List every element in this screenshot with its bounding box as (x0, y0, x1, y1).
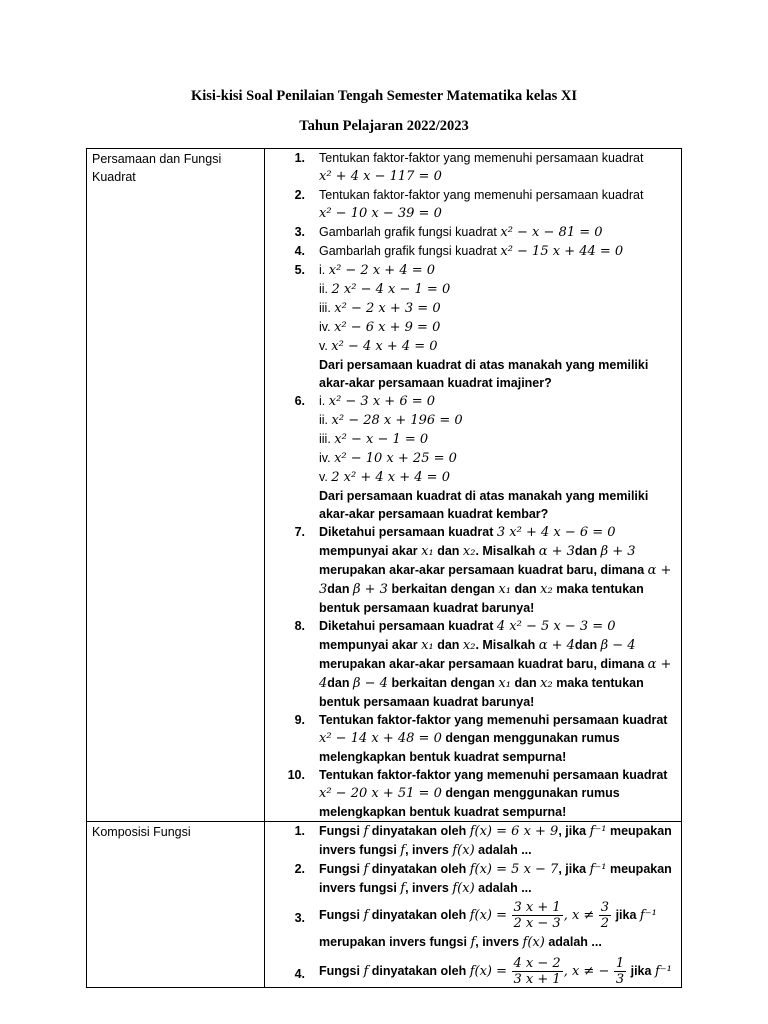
variable-x2: x₂ (462, 544, 476, 559)
function-fx: f(x) (522, 935, 545, 950)
list-item (265, 766, 677, 821)
item-text: dengan menggunakan rumus melengkapkan bentuk kuadrat sempurna! (319, 786, 620, 819)
equation: 2 x² − 4 x − 1 = 0 (331, 282, 451, 297)
item-text: Fungsi (319, 862, 360, 876)
option-label: ii. (319, 282, 329, 296)
expression-alpha: α + 3 (538, 544, 575, 559)
item-text: . Misalkah (475, 544, 536, 558)
item-text: maka tentukan bentuk persamaan kuadrat barunya! (319, 676, 644, 709)
list-item (265, 392, 677, 523)
list-item (265, 261, 677, 392)
fraction (599, 900, 611, 931)
equation: x² − 15 x + 44 = 0 (500, 244, 624, 259)
item-number: 10. (287, 768, 305, 782)
item-text: merupakan akar-akar persamaan kuadrat baru, dimana (319, 657, 645, 671)
equation: x² − x − 1 = 0 (334, 432, 429, 447)
equation: x² − 14 x + 48 = 0 (319, 731, 442, 746)
function-fx: f(x) (452, 843, 475, 858)
denominator: 3 x + 1 (513, 972, 561, 987)
items-cell (265, 149, 682, 822)
item-text: dinyatakan oleh (371, 907, 467, 922)
page-title: Kisi-kisi Soal Penilaian Tengah Semester Matematika kelas XI (190, 88, 578, 104)
list-item (265, 149, 677, 186)
item-number: 2. (294, 188, 305, 202)
fraction (512, 956, 563, 987)
item-text: maka tentukan bentuk persamaan kuadrat barunya! (319, 582, 644, 615)
page-subtitle: Tahun Pelajaran 2022/2023 (299, 118, 469, 134)
fraction (512, 900, 563, 931)
item-text: , invers (405, 843, 449, 857)
numerator: 3 x + 1 (513, 900, 561, 915)
item-text: dan (327, 582, 350, 596)
numerator: 1 (615, 956, 625, 971)
item-number: 4. (294, 967, 305, 981)
item-text: dan (514, 582, 537, 596)
item-text: mempunyai akar (319, 544, 418, 558)
denominator: 2 (600, 916, 610, 931)
item-text: dan (437, 544, 460, 558)
kisi-kisi-table (86, 148, 682, 988)
table-row (87, 149, 682, 822)
item-text: berkaitan dengan (391, 676, 495, 690)
denominator: 2 x − 3 (513, 916, 561, 931)
list-item (265, 186, 677, 223)
equation: x² − 2 x + 4 = 0 (328, 263, 436, 278)
item-number: 6. (294, 394, 305, 408)
function-inverse: f⁻¹ (654, 963, 672, 979)
equation: x² − 28 x + 196 = 0 (331, 413, 463, 428)
list-item (265, 956, 677, 987)
equation: f(x) = 6 x + 9 (469, 824, 559, 839)
function-f: f (363, 907, 369, 923)
list-item (265, 900, 677, 954)
item-text: Fungsi (319, 963, 360, 978)
option-label: i. (319, 263, 326, 277)
equation: x² − 6 x + 9 = 0 (334, 320, 441, 335)
option-label: v. (319, 470, 328, 484)
item-text: Gambarlah grafik fungsi kuadrat (319, 225, 497, 239)
item-text: dinyatakan oleh (371, 862, 467, 876)
denominator: 3 (615, 972, 625, 987)
item-number: 3. (294, 225, 305, 239)
list-item (265, 822, 677, 860)
equation: x² − 10 x − 39 = 0 (319, 206, 442, 221)
item-number: 1. (294, 151, 305, 165)
equation-left: f(x) = (469, 963, 508, 979)
option-label: ii. (319, 413, 329, 427)
function-f: f (470, 935, 476, 950)
expression-alpha: α + 4 (538, 638, 575, 653)
equation: x² + 4 x − 117 = 0 (319, 169, 442, 184)
item-text: dinyatakan oleh (371, 824, 467, 838)
item-text: merupakan invers fungsi (319, 935, 467, 949)
item-text: dan (327, 676, 350, 690)
item-text: jika (615, 907, 637, 922)
item-text: Gambarlah grafik fungsi kuadrat (319, 244, 497, 258)
item-text: jika (630, 963, 652, 978)
item-text: dan (574, 544, 598, 558)
equation: 2 x² + 4 x + 4 = 0 (331, 470, 450, 485)
equation: x² − 20 x + 51 = 0 (319, 786, 442, 801)
equation: x² − 10 x + 25 = 0 (334, 451, 457, 466)
equation: x² − 2 x + 3 = 0 (334, 301, 441, 316)
list-item (265, 242, 677, 261)
expression-beta: β + 3 (353, 582, 388, 597)
expression-beta: β − 4 (600, 638, 636, 653)
variable-x1: x₁ (498, 676, 511, 691)
item-text: , invers (405, 881, 449, 895)
condition: , x ≠ (563, 907, 595, 923)
item-text: dan (437, 638, 460, 652)
item-text: Diketahui persamaan kuadrat (319, 619, 494, 633)
item-text: adalah ... (478, 843, 532, 857)
item-text: adalah ... (548, 935, 602, 949)
expression-alpha: α + 3 (319, 563, 672, 597)
items-cell (265, 822, 682, 988)
option-label: iv. (319, 451, 331, 465)
item-question: Dari persamaan kuadrat di atas manakah yang memiliki akar-akar persamaan kuadrat kembar? (319, 489, 649, 521)
list-item (265, 617, 677, 711)
item-text: Tentukan faktor-faktor yang memenuhi persamaan kuadrat (319, 768, 668, 782)
function-fx: f(x) (452, 881, 475, 896)
equation: 4 x² − 5 x − 3 = 0 (496, 619, 616, 634)
list-item (265, 223, 677, 242)
equation: x² − 3 x + 6 = 0 (328, 394, 436, 409)
item-text: dan (514, 676, 537, 690)
list-item (265, 711, 677, 766)
item-text: Tentukan faktor-faktor yang memenuhi persamaan kuadrat (319, 188, 644, 202)
expression-beta: β − 4 (353, 676, 388, 691)
function-f: f (363, 862, 369, 877)
expression-beta: β + 3 (600, 544, 636, 559)
item-text: , invers (475, 935, 520, 949)
item-text: Fungsi (319, 824, 360, 838)
item-number: 5. (294, 263, 305, 277)
function-inverse: f⁻¹ (589, 862, 607, 877)
item-text: , jika (558, 824, 587, 838)
equation: 3 x² + 4 x − 6 = 0 (496, 525, 616, 540)
function-inverse: f⁻¹ (639, 907, 657, 923)
item-text: dengan menggunakan rumus melengkapkan bentuk kuadrat sempurna! (319, 731, 620, 764)
function-inverse: f⁻¹ (589, 824, 607, 839)
topic-label: Komposisi Fungsi (92, 825, 191, 839)
variable-x2: x₂ (462, 638, 476, 653)
item-number: 4. (294, 244, 305, 258)
item-text: Tentukan faktor-faktor yang memenuhi persamaan kuadrat (319, 151, 644, 165)
list-item (265, 860, 677, 898)
item-number: 8. (294, 619, 305, 633)
equation: f(x) = 5 x − 7 (469, 862, 559, 877)
table-row (87, 822, 682, 988)
item-text: merupakan akar-akar persamaan kuadrat baru, dimana (319, 563, 645, 577)
topic-cell (87, 822, 265, 988)
option-label: iii. (319, 301, 331, 315)
variable-x2: x₂ (540, 676, 553, 691)
fraction (614, 956, 626, 987)
variable-x1: x₁ (498, 582, 511, 597)
topic-cell (87, 149, 265, 822)
item-text: adalah ... (478, 881, 532, 895)
option-label: iv. (319, 320, 331, 334)
equation-left: f(x) = (469, 907, 508, 923)
option-label: i. (319, 394, 326, 408)
item-text: , jika (558, 862, 587, 876)
item-number: 7. (294, 525, 305, 539)
item-number: 2. (294, 862, 305, 876)
variable-x1: x₁ (421, 544, 434, 559)
item-text: meupakan invers fungsi (319, 862, 672, 895)
condition: , x ≠ − (563, 963, 610, 979)
numerator: 3 (600, 900, 610, 915)
expression-alpha: α + 4 (319, 657, 672, 691)
item-question: Dari persamaan kuadrat di atas manakah yang memiliki akar-akar persamaan kuadrat imajiner? (319, 358, 649, 390)
item-number: 9. (294, 713, 305, 727)
item-text: berkaitan dengan (391, 582, 495, 596)
function-f: f (400, 881, 406, 896)
topic-label: Persamaan dan Fungsi Kuadrat (92, 152, 222, 184)
item-text: . Misalkah (475, 638, 536, 652)
list-item (265, 523, 677, 617)
variable-x2: x₂ (540, 582, 553, 597)
item-number: 1. (294, 824, 305, 838)
numerator: 4 x − 2 (513, 956, 561, 971)
equation: x² − x − 81 = 0 (500, 225, 603, 240)
function-f: f (363, 824, 369, 839)
function-f: f (400, 843, 406, 858)
option-label: v. (319, 339, 328, 353)
item-text: dinyatakan oleh (371, 963, 467, 978)
item-text: Tentukan faktor-faktor yang memenuhi persamaan kuadrat (319, 713, 668, 727)
item-number: 3. (294, 911, 305, 925)
item-text: meupakan invers fungsi (319, 824, 672, 857)
option-label: iii. (319, 432, 331, 446)
equation: x² − 4 x + 4 = 0 (331, 339, 438, 354)
variable-x1: x₁ (421, 638, 434, 653)
item-text: Diketahui persamaan kuadrat (319, 525, 494, 539)
function-f: f (363, 963, 369, 979)
item-text: mempunyai akar (319, 638, 418, 652)
item-text: Fungsi (319, 907, 360, 922)
item-text: dan (574, 638, 598, 652)
